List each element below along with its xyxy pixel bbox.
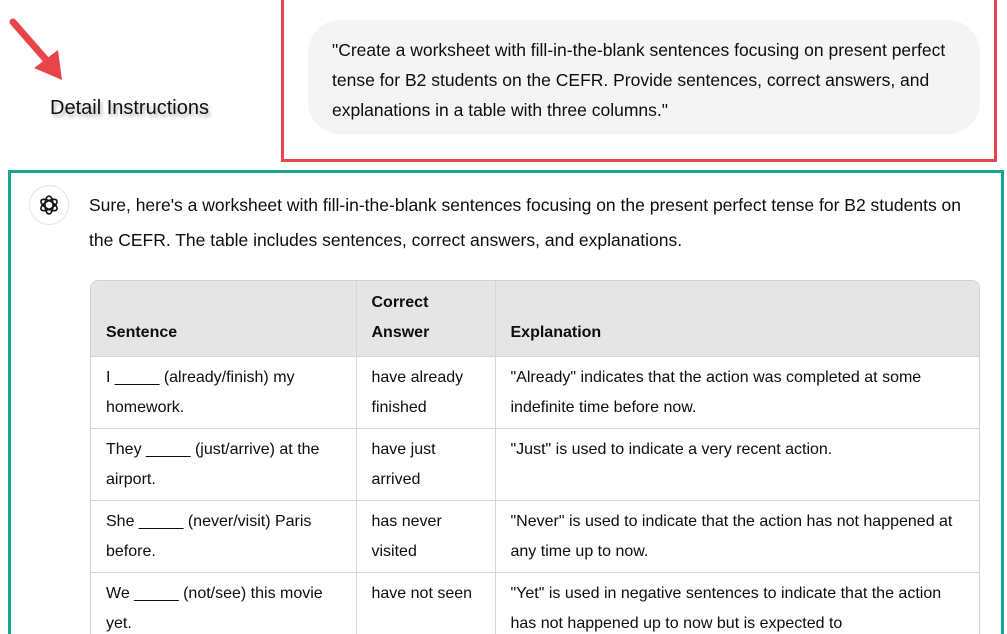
table-row bbox=[91, 501, 979, 573]
response-highlight-box bbox=[8, 170, 1004, 634]
explanation-cell: "Just" is used to indicate a very recent action. bbox=[495, 429, 979, 501]
sentence-cell: We _____ (not/see) this movie yet. bbox=[91, 573, 356, 634]
sentence-cell: She _____ (never/visit) Paris before. bbox=[91, 501, 356, 573]
assistant-avatar bbox=[29, 185, 69, 225]
openai-logo-icon bbox=[37, 193, 61, 217]
explanation-cell: "Never" is used to indicate that the action has not happened at any time up to now. bbox=[495, 501, 979, 573]
table-row bbox=[91, 573, 979, 634]
table-header-row bbox=[91, 281, 979, 357]
answer-cell: have just arrived bbox=[356, 429, 495, 501]
annotation-label: Detail Instructions bbox=[50, 97, 209, 119]
header-explanation: Explanation bbox=[495, 281, 979, 357]
header-correct-answer: Correct Answer bbox=[356, 281, 495, 357]
explanation-cell: "Yet" is used in negative sentences to indicate that the action has not happened up to now but is expected to bbox=[495, 573, 979, 634]
sentence-cell: I _____ (already/finish) my homework. bbox=[91, 357, 356, 429]
header-sentence: Sentence bbox=[91, 281, 356, 357]
sentence-cell: They _____ (just/arrive) at the airport. bbox=[91, 429, 356, 501]
answer-cell: has never visited bbox=[356, 501, 495, 573]
answer-cell: have not seen bbox=[356, 573, 495, 634]
arrow-icon bbox=[0, 0, 80, 90]
assistant-reply-text: Sure, here's a worksheet with fill-in-the-blank sentences focusing on the present perfect tense for B2 students on the CEFR. The table includes sentences, correct answers, and explanations. bbox=[89, 195, 962, 250]
worksheet-table bbox=[90, 280, 980, 634]
user-message-bubble: "Create a worksheet with fill-in-the-blank sentences focusing on present perfect tense for B2 students on the CEFR. Provide sentences, correct answers, and explanations in a table with three columns." bbox=[308, 20, 980, 134]
answer-cell: have already finished bbox=[356, 357, 495, 429]
table-row bbox=[91, 429, 979, 501]
explanation-cell: "Already" indicates that the action was completed at some indefinite time before now. bbox=[495, 357, 979, 429]
table-row bbox=[91, 357, 979, 429]
